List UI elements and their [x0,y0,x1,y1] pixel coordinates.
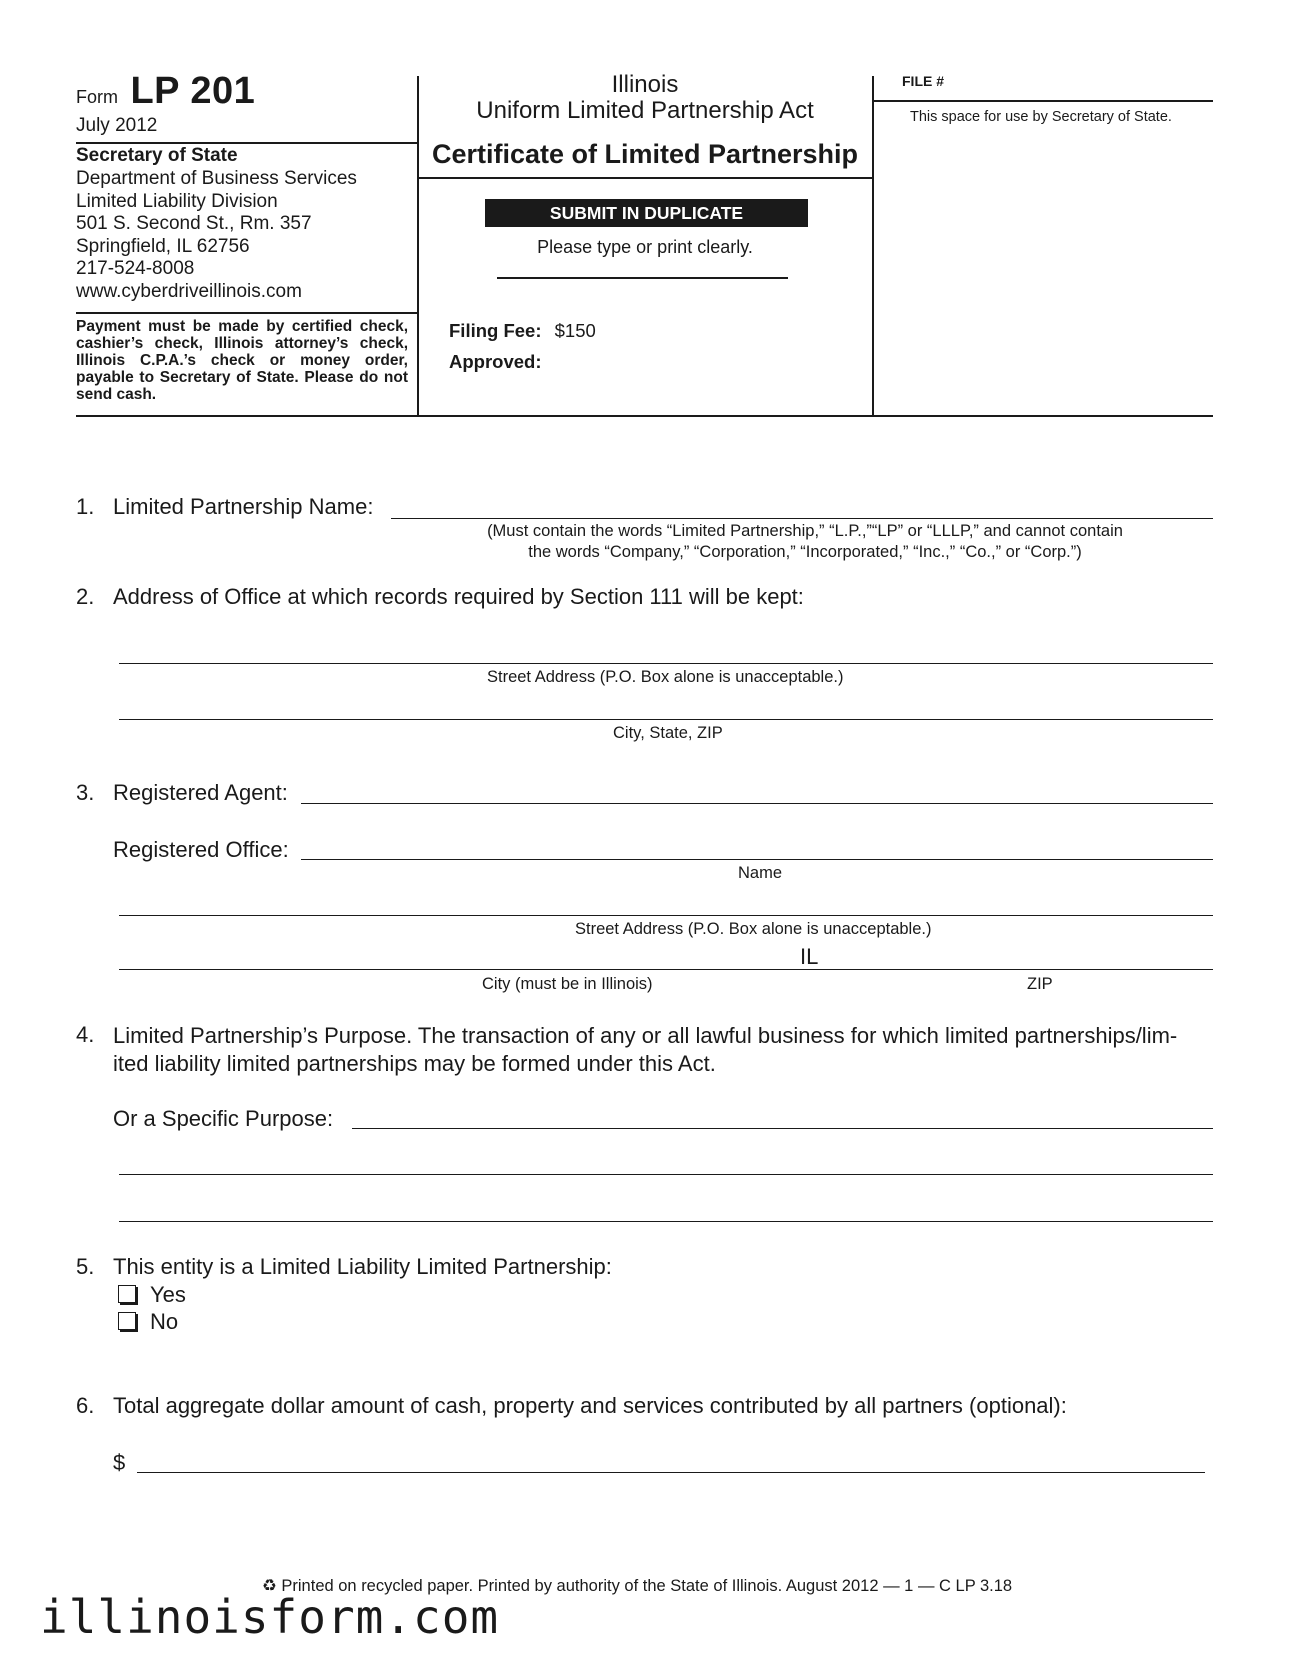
item-number: 4. [76,1022,95,1047]
website-link[interactable]: www.cyberdriveillinois.com [76,280,302,302]
office-name-caption: Name [737,864,782,882]
no-checkbox[interactable] [118,1312,136,1330]
purpose-text [113,1022,1177,1078]
office-city-caption: City (must be in Illinois) [482,975,653,993]
office-state-value: IL [800,944,819,969]
item-number: 2. [76,584,95,609]
item-3 [76,780,288,806]
agency-address [76,168,357,303]
contribution-label: Total aggregate dollar amount of cash, property and services contributed by all partners (optional): [113,1393,1067,1418]
item-1 [76,494,374,520]
address-line: 501 S. Second St., Rm. 357 [76,213,312,234]
footer-text: Printed on recycled paper. Printed by authority of the State of Illinois. August 2012 — 1 — C LP 3.18 [281,1577,1013,1595]
form-word: Form [76,87,118,107]
act-name: Uniform Limited Partnership Act [476,97,814,124]
note-line: (Must contain the words “Limited Partnership,” “L.P.,”“LP” or “LLLP,” and cannot contain [487,522,1123,540]
yes-label: Yes [150,1282,186,1307]
note-line: the words “Company,” “Corporation,” “Incorporated,” “Inc.,” “Co.,” or “Corp.”) [528,543,1082,561]
specific-purpose-field-2[interactable] [119,1174,1213,1175]
agency-name: Secretary of State [76,145,238,166]
form-date: July 2012 [76,115,158,136]
partnership-name-field[interactable] [391,518,1213,519]
item-5 [76,1254,612,1280]
registered-office-street-field[interactable] [119,915,1213,916]
address-line: Department of Business Services [76,168,357,189]
registered-agent-label: Registered Agent: [113,780,288,805]
name-requirements-note [430,521,1180,563]
purpose-line: Limited Partnership’s Purpose. The transaction of any or all lawful business for which limited partnerships/lim- [113,1023,1178,1048]
header-left-divider-2 [76,312,417,314]
specific-purpose-field[interactable] [352,1128,1213,1129]
watermark: illinoisform.com [40,1590,500,1644]
records-street-field[interactable] [119,663,1213,664]
contribution-amount-field[interactable] [137,1472,1205,1473]
records-city-caption: City, State, ZIP [613,724,723,742]
records-street-caption: Street Address (P.O. Box alone is unacceptable.) [487,668,844,686]
office-street-caption: Street Address (P.O. Box alone is unacceptable.) [575,920,932,938]
state-name: Illinois [611,71,679,98]
registered-agent-field[interactable] [301,803,1213,804]
purpose-line: ited liability limited partnerships may be formed under this Act. [113,1051,716,1076]
file-number-line [872,100,1213,102]
partnership-name-label: Limited Partnership Name: [113,494,374,519]
filing-fee-label: Filing Fee: [449,320,542,341]
item-number: 6. [76,1393,95,1418]
form-id-block [76,70,255,113]
item-4 [76,1022,1213,1076]
submit-banner: SUBMIT IN DUPLICATE [485,199,808,227]
payment-note: Payment must be made by certified check, cashier’s check, Illinois attorney’s check, Illinois C.P.A.’s check or money order, payable to Secretary of State. Please do not send cash. [76,318,408,403]
header-vertical-rule-right [872,76,874,416]
registered-office-label: Registered Office: [113,837,289,862]
lllp-question: This entity is a Limited Liability Limited Partnership: [113,1254,612,1279]
approved-label: Approved: [449,351,542,372]
office-zip-caption: ZIP [1027,975,1053,993]
sos-use-note: This space for use by Secretary of State. [910,109,1172,125]
item-number: 1. [76,494,95,519]
item-number: 3. [76,780,95,805]
address-line: Springfield, IL 62756 [76,235,250,257]
registered-office-city-field[interactable] [119,969,1213,970]
form-number: LP 201 [130,70,256,112]
filing-fee [449,320,596,342]
yes-checkbox[interactable] [118,1285,136,1303]
item-6 [76,1393,1067,1419]
filing-fee-value: $150 [554,320,596,341]
currency-symbol: $ [113,1450,126,1475]
specific-purpose-label: Or a Specific Purpose: [113,1106,334,1131]
file-number-label: FILE # [902,73,945,89]
specific-purpose-field-3[interactable] [119,1221,1213,1222]
lllp-no-option[interactable] [118,1309,178,1335]
instruction-underline [497,277,788,279]
registered-office-name-field[interactable] [301,859,1213,860]
address-line: 217-524-8008 [76,258,195,279]
item-2 [76,584,804,610]
page-title: Certificate of Limited Partnership [431,139,859,169]
act-heading [418,72,872,124]
recycle-icon: ♻ [262,1576,277,1595]
header-bottom-rule [76,415,1213,417]
address-line: Limited Liability Division [76,190,278,212]
header-left-divider [76,142,417,144]
title-divider [418,177,872,179]
records-office-label: Address of Office at which records required by Section 111 will be kept: [113,584,804,609]
lllp-yes-option[interactable] [118,1282,186,1308]
no-label: No [150,1309,179,1334]
item-number: 5. [76,1254,95,1279]
type-instruction: Please type or print clearly. [537,237,753,257]
records-city-field[interactable] [119,719,1213,720]
